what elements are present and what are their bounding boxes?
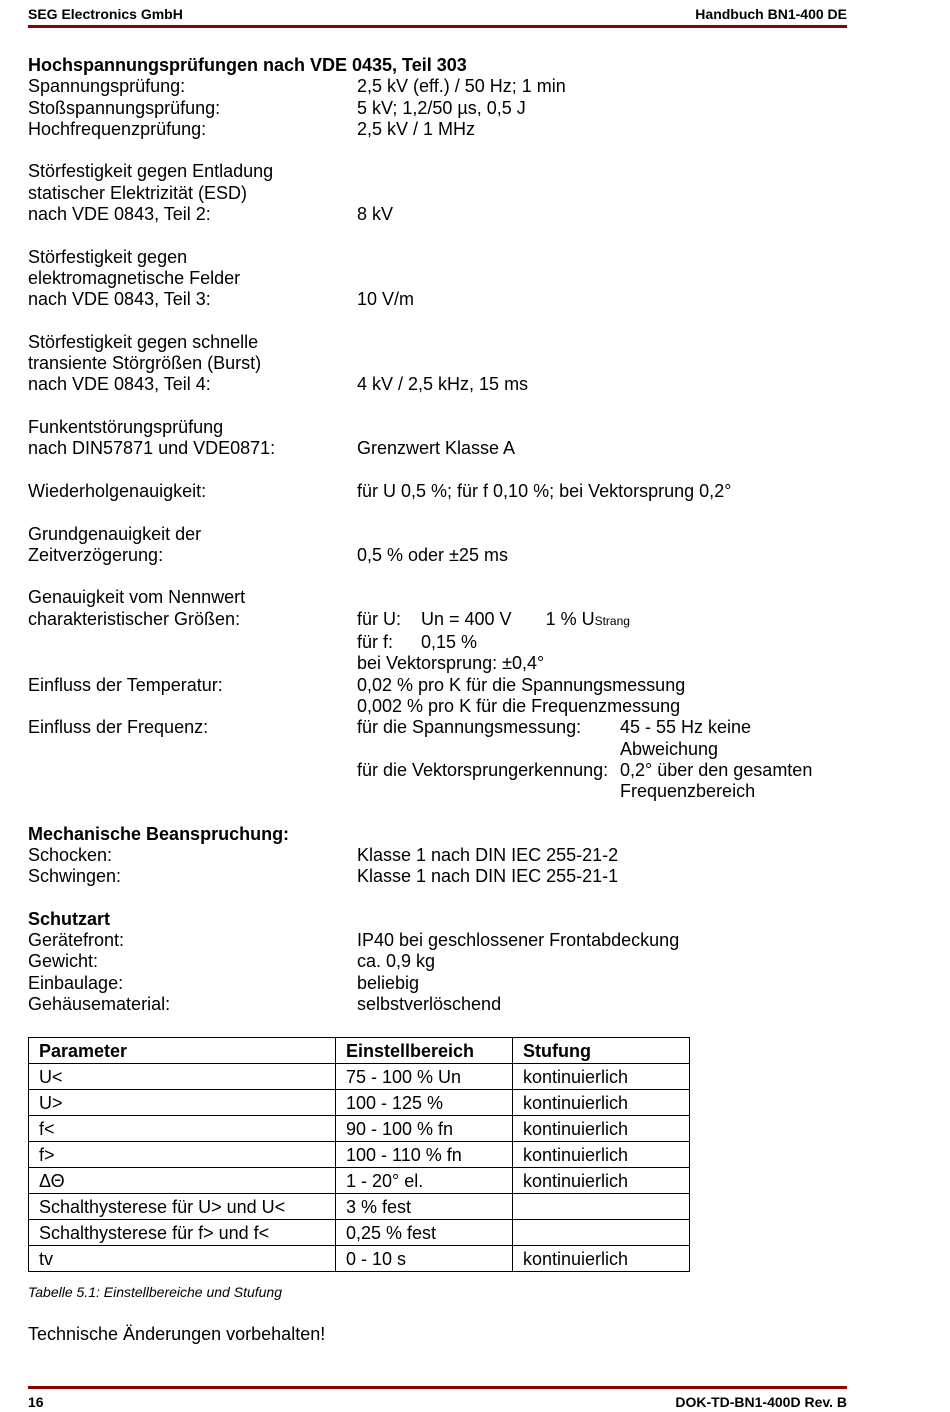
table-row	[29, 1246, 690, 1272]
spec-label: Schocken:	[28, 844, 113, 865]
spec-label: Gewicht:	[28, 951, 99, 972]
table-cell: tv	[29, 1246, 336, 1272]
table-row	[29, 1194, 690, 1220]
spec-label: Schwingen:	[28, 866, 122, 887]
table-cell: U<	[29, 1064, 336, 1090]
footer-divider	[28, 1386, 847, 1389]
header-manual-title: Handbuch BN1-400 DE	[695, 6, 847, 22]
emf-label-line1: Störfestigkeit gegen	[28, 246, 188, 267]
accuracy-label-line2: charakteristischer Größen:	[28, 608, 241, 629]
spec-row	[28, 98, 848, 119]
spec-label: Gehäusematerial:	[28, 994, 171, 1015]
accuracy-vector-value: bei Vektorsprung: ±0,4°	[357, 653, 545, 674]
table-row	[29, 1142, 690, 1168]
table-cell: kontinuierlich	[513, 1168, 690, 1194]
table-cell: kontinuierlich	[513, 1064, 690, 1090]
spec-label: Spannungsprüfung:	[28, 76, 186, 97]
rfi-value: Grenzwert Klasse A	[357, 438, 516, 459]
spec-value: Klasse 1 nach DIN IEC 255-21-1	[357, 866, 619, 887]
table-row	[29, 1116, 690, 1142]
frequency-vector-value-2: Frequenzbereich	[620, 781, 756, 802]
spec-row	[28, 930, 848, 951]
frequency-label: Einfluss der Frequenz:	[28, 717, 209, 738]
esd-label-line3: nach VDE 0843, Teil 2:	[28, 204, 211, 225]
table-cell: 90 - 100 % fn	[336, 1116, 513, 1142]
table-row	[29, 1220, 690, 1246]
accuracy-u-percent: 1 % U	[545, 608, 595, 629]
emf-label-line3: nach VDE 0843, Teil 3:	[28, 289, 211, 310]
spec-row	[28, 994, 848, 1015]
spec-value: beliebig	[357, 972, 420, 993]
table-cell: 0 - 10 s	[336, 1246, 513, 1272]
esd-value: 8 kV	[357, 204, 394, 225]
table-cell: Schalthysterese für U> und U<	[29, 1194, 336, 1220]
frequency-voltage-key: für die Spannungsmessung:	[357, 717, 582, 738]
spec-label: Stoßspannungsprüfung:	[28, 97, 221, 118]
spec-row	[28, 951, 848, 972]
table-cell: kontinuierlich	[513, 1142, 690, 1168]
accuracy-label-line1: Genauigkeit vom Nennwert	[28, 587, 246, 608]
accuracy-f-value	[357, 632, 848, 653]
spec-row	[28, 866, 848, 887]
column-header-step: Stufung	[513, 1038, 690, 1064]
spec-row	[28, 76, 848, 97]
page-number: 16	[28, 1394, 44, 1410]
column-header-range: Einstellbereich	[336, 1038, 513, 1064]
frequency-voltage-value-2: Abweichung	[620, 738, 719, 759]
header-divider	[28, 25, 847, 28]
spec-value: 2,5 kV (eff.) / 50 Hz; 1 min	[357, 76, 566, 97]
accuracy-u-value	[357, 609, 848, 632]
table-cell: kontinuierlich	[513, 1116, 690, 1142]
table-cell: kontinuierlich	[513, 1246, 690, 1272]
frequency-voltage-value-1: 45 - 55 Hz keine	[620, 717, 752, 738]
table-cell	[513, 1220, 690, 1246]
burst-value: 4 kV / 2,5 kHz, 15 ms	[357, 374, 529, 395]
emf-label-line2: elektromagnetische Felder	[28, 267, 241, 288]
burst-label-line2: transiente Störgrößen (Burst)	[28, 353, 262, 374]
emf-value: 10 V/m	[357, 289, 415, 310]
table-row	[29, 1168, 690, 1194]
protection-heading: Schutzart	[28, 908, 111, 929]
spec-section	[28, 55, 848, 1015]
burst-label-line3: nach VDE 0843, Teil 4:	[28, 374, 211, 395]
table-cell: U>	[29, 1090, 336, 1116]
spec-row	[28, 119, 848, 140]
repeat-label: Wiederholgenauigkeit:	[28, 480, 207, 501]
table-cell: 100 - 110 % fn	[336, 1142, 513, 1168]
spec-value: Klasse 1 nach DIN IEC 255-21-2	[357, 844, 619, 865]
table-cell: 100 - 125 %	[336, 1090, 513, 1116]
temperature-label: Einfluss der Temperatur:	[28, 674, 223, 695]
table-row	[29, 1064, 690, 1090]
accuracy-f-prefix: für f:	[357, 632, 394, 653]
temperature-value-1: 0,02 % pro K für die Spannungsmessung	[357, 674, 686, 695]
rfi-label-line2: nach DIN57871 und VDE0871:	[28, 438, 276, 459]
spec-label: Gerätefront:	[28, 930, 125, 951]
spec-row	[28, 973, 848, 994]
repeat-value: für U 0,5 %; für f 0,10 %; bei Vektorsprung 0,2°	[357, 480, 732, 501]
spec-row	[28, 845, 848, 866]
spec-value: IP40 bei geschlossener Frontabdeckung	[357, 930, 680, 951]
rfi-label-line1: Funkentstörungsprüfung	[28, 417, 224, 438]
basic-label-line2: Zeitverzögerung:	[28, 544, 164, 565]
document-id: DOK-TD-BN1-400D Rev. B	[675, 1394, 847, 1410]
burst-label-line1: Störfestigkeit gegen schnelle	[28, 331, 259, 352]
spec-value: ca. 0,9 kg	[357, 951, 436, 972]
accuracy-f-percent: 0,15 %	[421, 632, 478, 653]
column-header-parameter: Parameter	[29, 1038, 336, 1064]
header-company: SEG Electronics GmbH	[28, 6, 183, 22]
table-cell: 3 % fest	[336, 1194, 513, 1220]
esd-label-line2: statischer Elektrizität (ESD)	[28, 182, 248, 203]
table-row	[29, 1090, 690, 1116]
table-cell	[513, 1194, 690, 1220]
table-cell: f>	[29, 1142, 336, 1168]
basic-label-line1: Grundgenauigkeit der	[28, 523, 202, 544]
table-cell: 75 - 100 % Un	[336, 1064, 513, 1090]
spec-value: selbstverlöschend	[357, 994, 502, 1015]
table-cell: 0,25 % fest	[336, 1220, 513, 1246]
spec-label: Einbaulage:	[28, 972, 124, 993]
table-cell: f<	[29, 1116, 336, 1142]
disclaimer-note: Technische Änderungen vorbehalten!	[28, 1324, 326, 1344]
mech-heading: Mechanische Beanspruchung:	[28, 823, 290, 844]
spec-label: Hochfrequenzprüfung:	[28, 118, 207, 139]
table-cell: 1 - 20° el.	[336, 1168, 513, 1194]
table-cell: kontinuierlich	[513, 1090, 690, 1116]
accuracy-u-subscript: Strang	[594, 613, 630, 628]
settings-table	[28, 1037, 690, 1272]
temperature-value-2: 0,002 % pro K für die Frequenzmessung	[357, 695, 681, 716]
accuracy-u-nominal: Un = 400 V	[421, 608, 512, 629]
frequency-vector-value-1: 0,2° über den gesamten	[620, 759, 813, 780]
table-caption: Tabelle 5.1: Einstellbereiche und Stufung	[28, 1284, 282, 1300]
basic-value: 0,5 % oder ±25 ms	[357, 544, 508, 565]
hv-tests-heading: Hochspannungsprüfungen nach VDE 0435, Teil 303	[28, 55, 467, 75]
table-cell: Schalthysterese für f> und f<	[29, 1220, 336, 1246]
spec-value: 5 kV; 1,2/50 µs, 0,5 J	[357, 97, 526, 118]
esd-label-line1: Störfestigkeit gegen Entladung	[28, 161, 274, 182]
accuracy-u-prefix: für U:	[357, 608, 402, 629]
table-header-row	[29, 1038, 690, 1064]
table-cell: ΔΘ	[29, 1168, 336, 1194]
spec-value: 2,5 kV / 1 MHz	[357, 118, 476, 139]
frequency-vector-key: für die Vektorsprungerkennung:	[357, 759, 609, 780]
